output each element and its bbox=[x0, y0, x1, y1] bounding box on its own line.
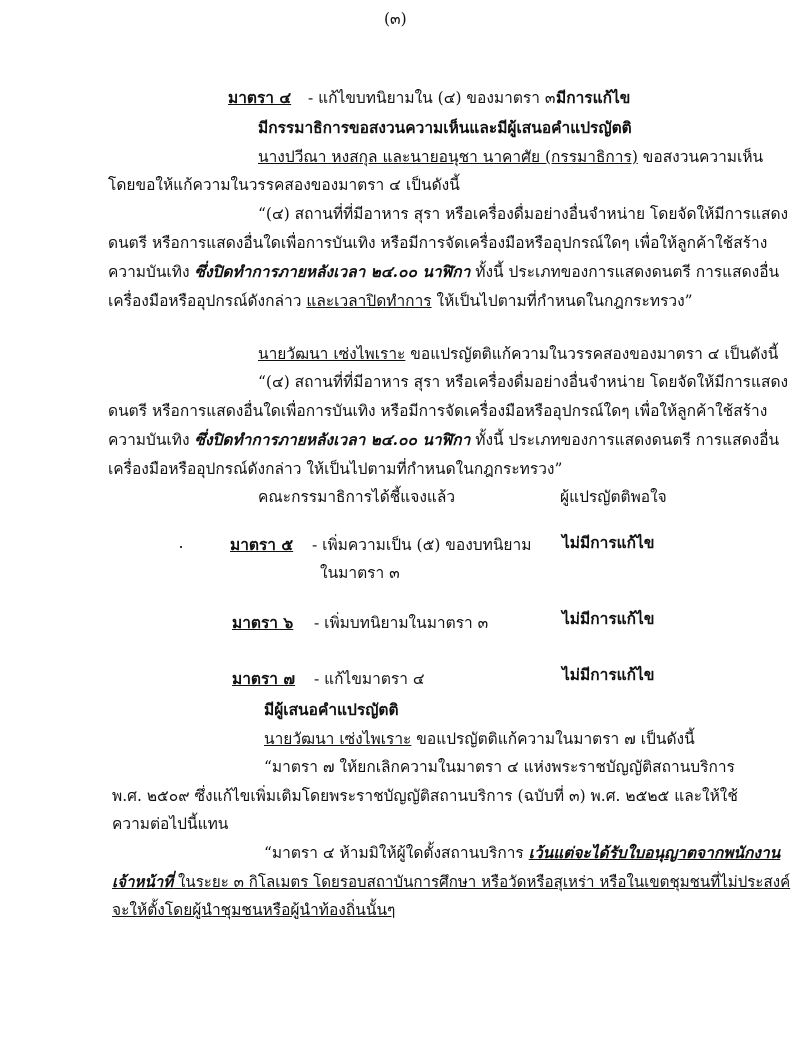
quote1-line4-underlined: และเวลาปิดทำการ bbox=[306, 292, 432, 310]
section-4-member1 bbox=[258, 146, 763, 168]
section-4-status: มีการแก้ไข bbox=[556, 88, 631, 107]
quote4-line3: จะให้ตั้งโดยผู้นำชุมชนหรือผู้นำท้องถิ่นนั้นๆ bbox=[112, 901, 396, 919]
section-5-status: ไม่มีการแก้ไข bbox=[562, 533, 655, 552]
quote4-line2-b: ในระยะ ๓ กิโลเมตร โดยรอบสถาบันการศึกษา หรือวัดหรือสุเหร่า หรือในเขตชุมชนที่ไม่ประสงค์ bbox=[173, 873, 791, 891]
member2-text: ขอแปรญัตติแก้ความในวรรคสองของมาตรา ๔ เป็นดังนี้ bbox=[405, 345, 779, 363]
section-4-heading: มีกรรมาธิการขอสงวนความเห็นและมีผู้เสนอคำแปรญัตติ bbox=[258, 118, 632, 137]
quote4-line2 bbox=[112, 871, 790, 893]
quote1-line3-emph: ซึ่งปิดทำการภายหลังเวลา ๒๔.๐๐ นาฬิกา bbox=[194, 262, 471, 281]
quote4-line2-emph: เจ้าหน้าที่ bbox=[112, 872, 174, 891]
section-6-label: มาตรา ๖ bbox=[232, 613, 294, 632]
member1-name: นางปวีณา หงสกุล และนายอนุชา นาคาศัย (กรรมาธิการ) bbox=[258, 148, 638, 166]
section-6-status: ไม่มีการแก้ไข bbox=[562, 609, 655, 628]
section-4-member2 bbox=[258, 343, 778, 365]
quote1-line1: “(๔) สถานที่ที่มีอาหาร สุรา หรือเครื่องดื่มอย่างอื่นจำหน่าย โดยจัดให้มีการแสดง bbox=[258, 205, 789, 223]
quote2-line3-emph: ซึ่งปิดทำการภายหลังเวลา ๒๔.๐๐ นาฬิกา bbox=[194, 430, 471, 449]
quote4-line1-a: “มาตรา ๔ ห้ามมิให้ผู้ใดตั้งสถานบริการ bbox=[264, 844, 529, 862]
page-number: (๓) bbox=[384, 10, 407, 28]
quote1-line4-c: ให้เป็นไปตามที่กำหนดในกฎกระทรวง” bbox=[431, 292, 693, 310]
quote4-line1 bbox=[264, 842, 780, 864]
section-7-description: - แก้ไขมาตรา ๔ bbox=[314, 670, 425, 688]
committee-explained: คณะกรรมาธิการได้ชี้แจงแล้ว bbox=[258, 488, 456, 506]
quote2-line4: เครื่องมือหรืออุปกรณ์ดังกล่าว ให้เป็นไปตามที่กำหนดในกฎกระทรวง” bbox=[108, 460, 563, 478]
section-6-description: - เพิ่มบทนิยามในมาตรา ๓ bbox=[314, 614, 489, 632]
quote1-line3-a: ความบันเทิง bbox=[108, 263, 195, 281]
section-4-description: - แก้ไขบทนิยามใน (๔) ของมาตรา ๓ bbox=[308, 89, 556, 107]
quote2-line3-a: ความบันเทิง bbox=[108, 431, 195, 449]
quote3-line3: ความต่อไปนี้แทน bbox=[112, 815, 229, 833]
quote1-line3 bbox=[108, 261, 779, 283]
section-7-member-name: นายวัฒนา เซ่งไพเราะ bbox=[264, 730, 412, 748]
quote1-line3-c: ทั้งนี้ ประเภทของการแสดงดนตรี การแสดงอื่น bbox=[470, 263, 780, 281]
quote3-line1: “มาตรา ๗ ให้ยกเลิกความในมาตรา ๔ แห่งพระราชบัญญัติสถานบริการ bbox=[264, 758, 735, 776]
section-7-heading: มีผู้เสนอคำแปรญัตติ bbox=[264, 700, 399, 719]
quote2-line1: “(๔) สถานที่ที่มีอาหาร สุรา หรือเครื่องดื่มอย่างอื่นจำหน่าย โดยจัดให้มีการแสดง bbox=[258, 373, 789, 391]
quote1-line4-a: เครื่องมือหรืออุปกรณ์ดังกล่าว bbox=[108, 292, 307, 310]
section-7-member bbox=[264, 728, 695, 750]
quote4-line1-emph: เว้นแต่จะได้รับใบอนุญาตจากพนักงาน bbox=[528, 843, 781, 862]
proposer-satisfied: ผู้แปรญัตติพอใจ bbox=[560, 488, 667, 506]
section-7-member-text: ขอแปรญัตติแก้ความในมาตรา ๗ เป็นดังนี้ bbox=[411, 730, 695, 748]
section-5-description-line2: ในมาตรา ๓ bbox=[320, 564, 400, 582]
section-5-label: มาตรา ๕ bbox=[230, 535, 294, 554]
quote2-line2: ดนตรี หรือการแสดงอื่นใดเพื่อการบันเทิง หรือมีการจัดเครื่องมือหรืออุปกรณ์ใดๆ เพื่อให้ลูกค้าใช้สร้าง bbox=[108, 402, 768, 420]
section-7-status: ไม่มีการแก้ไข bbox=[562, 665, 655, 684]
section-4-member1-line2: โดยขอให้แก้ความในวรรคสองของมาตรา ๔ เป็นดังนี้ bbox=[108, 176, 460, 194]
quote1-line4 bbox=[108, 290, 693, 312]
section-5-description: - เพิ่มความเป็น (๕) ของบทนิยาม bbox=[312, 536, 532, 554]
member1-text: ขอสงวนความเห็น bbox=[637, 148, 764, 166]
quote1-line2: ดนตรี หรือการแสดงอื่นใดเพื่อการบันเทิง หรือมีการจัดเครื่องมือหรืออุปกรณ์ใดๆ เพื่อให้ลูกค้าใช้สร้าง bbox=[108, 234, 768, 252]
member2-name: นายวัฒนา เซ่งไพเราะ bbox=[258, 345, 406, 363]
section-7-label: มาตรา ๗ bbox=[232, 669, 296, 688]
quote2-line3-c: ทั้งนี้ ประเภทของการแสดงดนตรี การแสดงอื่น bbox=[470, 431, 780, 449]
quote2-line3 bbox=[108, 429, 779, 451]
quote3-line2: พ.ศ. ๒๕๐๙ ซึ่งแก้ไขเพิ่มเติมโดยพระราชบัญญัติสถานบริการ (ฉบับที่ ๓) พ.ศ. ๒๕๒๕ และให้ใช้ bbox=[112, 787, 738, 805]
section-4-label: มาตรา ๔ bbox=[228, 88, 292, 107]
speck bbox=[180, 546, 182, 548]
